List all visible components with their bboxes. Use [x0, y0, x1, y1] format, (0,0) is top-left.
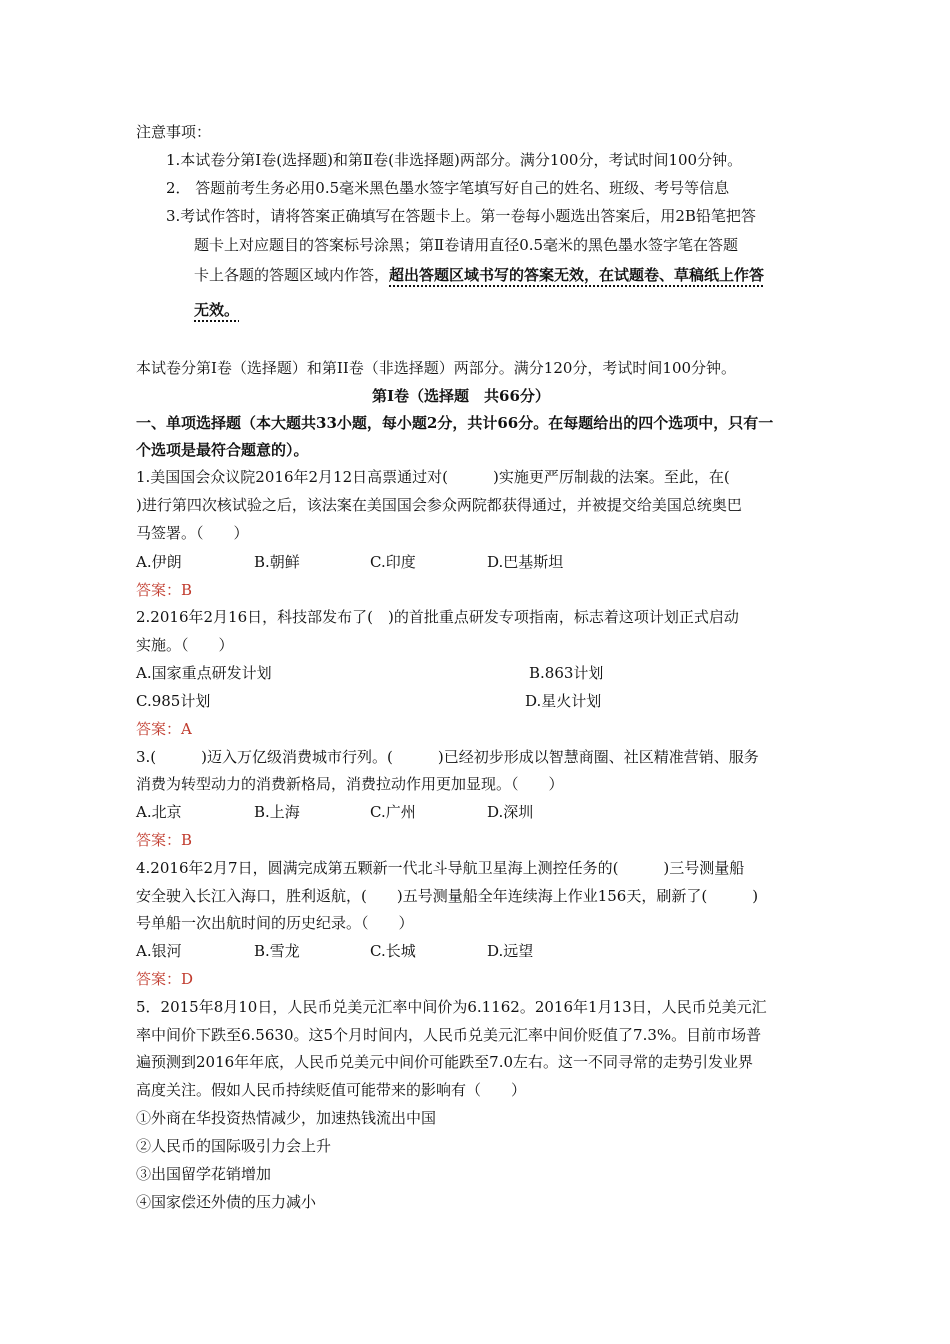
part-one-heading-line-1: 一、单项选择题（本大题共33小题，每小题2分，共计66分。在每题给出的四个选项中，只有一: [136, 414, 774, 432]
exam-intro: 本试卷分第I卷（选择题）和第II卷（非选择题）两部分。满分120分，考试时间100分钟。: [136, 359, 737, 377]
notice-item-3-plain: 卡上各题的答题区域内作答，: [194, 266, 390, 284]
q3-option-b: B.上海: [254, 803, 300, 821]
notice-item-3-line-4: 无效。: [194, 301, 240, 319]
q4-option-b: B.雪龙: [254, 942, 300, 960]
q4-option-a: A.银河: [136, 942, 182, 960]
q1-option-a: A.伊朗: [136, 553, 182, 571]
q2-line-2: 实施。（ ）: [136, 636, 234, 654]
q3-answer: 答案：B: [136, 831, 193, 849]
q5-line-1: 5．2015年8月10日，人民币兑美元汇率中间价为6.1162。2016年1月13日，人民币兑美元汇: [136, 998, 767, 1016]
notice-item-3-line-2: 题卡上对应题目的答案标号涂黑；第Ⅱ卷请用直径0.5毫米的黑色墨水签字笔在答题: [194, 236, 739, 254]
q1-option-d: D.巴基斯坦: [487, 553, 564, 571]
q4-line-1: 4.2016年2月7日，圆满完成第五颗新一代北斗导航卫星海上测控任务的( )三号测量船: [136, 859, 745, 877]
q2-answer: 答案：A: [136, 720, 192, 738]
q5-line-3: 遍预测到2016年年底，人民币兑美元中间价可能跌至7.0左右。这一不同寻常的走势引发业界: [136, 1053, 754, 1071]
notice-title: 注意事项：: [136, 123, 212, 141]
q4-line-2: 安全驶入长江入海口，胜利返航，( )五号测量船全年连续海上作业156天，刷新了( ): [136, 887, 759, 905]
q4-answer: 答案：D: [136, 970, 194, 988]
q1-line-3: 马签署。（ ）: [136, 524, 249, 542]
q2-option-d: D.星火计划: [525, 692, 602, 710]
q5-statement-1: ①外商在华投资热情减少，加速热钱流出中国: [136, 1109, 437, 1127]
q5-line-2: 率中间价下跌至6.5630。这5个月时间内，人民币兑美元汇率中间价贬值了7.3%。目前市场普: [136, 1026, 762, 1044]
q5-statement-4: ④国家偿还外债的压力减小: [136, 1193, 317, 1211]
q3-option-a: A.北京: [136, 803, 182, 821]
q2-option-c: C.985计划: [136, 692, 211, 710]
section-title: 第Ⅰ卷（选择题 共66分）: [372, 387, 550, 405]
q1-option-b: B.朝鲜: [254, 553, 300, 571]
part-one-heading-line-2: 个选项是最符合题意的）。: [136, 441, 309, 459]
q2-line-1: 2.2016年2月16日，科技部发布了( )的首批重点研发专项指南，标志着这项计划正式启动: [136, 608, 739, 626]
notice-item-3-warning: 超出答题区域书写的答案无效，在试题卷、草稿纸上作答: [389, 266, 765, 284]
q3-line-2: 消费为转型动力的消费新格局，消费拉动作用更加显现。（ ）: [136, 775, 564, 793]
q2-option-b: B.863计划: [529, 664, 604, 682]
q1-line-1: 1.美国国会众议院2016年2月12日高票通过对( )实施更严厉制裁的法案。至此，在(: [136, 468, 730, 486]
q5-statement-2: ②人民币的国际吸引力会上升: [136, 1137, 332, 1155]
notice-item-3-line-1: 3.考试作答时，请将答案正确填写在答题卡上。第一卷每小题选出答案后，用2B铅笔把答: [166, 207, 756, 225]
q3-line-1: 3.( )迈入万亿级消费城市行列。( )已经初步形成以智慧商圈、社区精准营销、服务: [136, 748, 759, 766]
q5-line-4: 高度关注。假如人民币持续贬值可能带来的影响有（ ）: [136, 1081, 527, 1099]
q4-option-c: C.长城: [370, 942, 416, 960]
q2-option-a: A.国家重点研发计划: [136, 664, 272, 682]
q1-option-c: C.印度: [370, 553, 416, 571]
q1-line-2: )进行第四次核试验之后，该法案在美国国会参众两院都获得通过，并被提交给美国总统奥巴: [136, 496, 742, 514]
q3-option-c: C.广州: [370, 803, 416, 821]
q1-answer: 答案：B: [136, 581, 193, 599]
q3-option-d: D.深圳: [487, 803, 534, 821]
notice-item-1: 1.本试卷分第Ⅰ卷(选择题)和第Ⅱ卷(非选择题)两部分。满分100分，考试时间100分钟。: [166, 151, 743, 169]
notice-item-2: 2． 答题前考生务必用0.5毫米黑色墨水签字笔填写好自己的姓名、班级、考号等信息: [166, 179, 730, 197]
q4-option-d: D.远望: [487, 942, 534, 960]
notice-item-3-line-3: [194, 265, 764, 285]
q5-statement-3: ③出国留学花销增加: [136, 1165, 272, 1183]
q4-line-3: 号单船一次出航时间的历史纪录。（ ）: [136, 914, 414, 932]
